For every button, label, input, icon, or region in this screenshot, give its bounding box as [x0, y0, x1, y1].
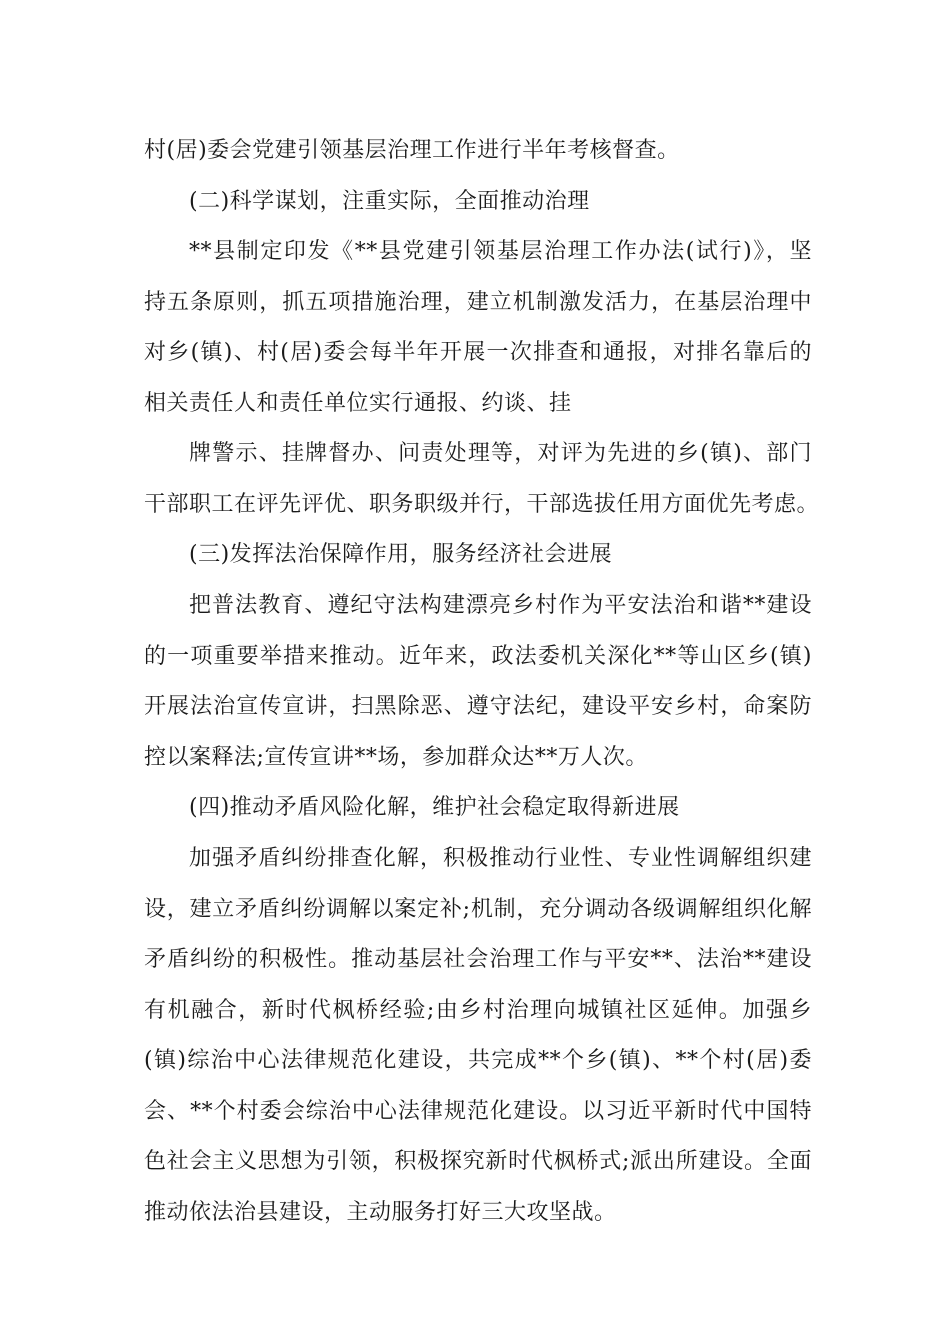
text-line: 有机融合，新时代枫桥经验;由乡村治理向城镇社区延伸。加强乡 — [144, 997, 812, 1023]
text-line: (镇)综治中心法律规范化建设，共完成**个乡(镇)、**个村(居)委 — [144, 1048, 812, 1073]
section-heading-2 — [144, 177, 812, 228]
text-line: 设，建立矛盾纠纷调解以案定补;机制，充分调动各级调解组织化解 — [144, 896, 812, 922]
text-line: 色社会主义思想为引领，积极探究新时代枫桥式;派出所建设。全面 — [144, 1149, 812, 1174]
text-line: 持五条原则，抓五项措施治理，建立机制激发活力，在基层治理中 — [144, 289, 812, 315]
section-heading-3 — [144, 530, 812, 581]
paragraph-legal-education — [144, 581, 812, 783]
text-line: 对乡(镇)、村(居)委会每半年开展一次排查和通报，对排名靠后的 — [144, 340, 812, 365]
text-line: 推动依法治县建设，主动服务打好三大攻坚战。 — [144, 1199, 617, 1225]
heading-text: (四)推动矛盾风险化解，维护社会稳定取得新进展 — [189, 795, 680, 820]
text-line: 开展法治宣传宣讲，扫黑除恶、遵守法纪，建设平安乡村，命案防 — [144, 694, 812, 719]
text-line: 干部职工在评先评优、职务职级并行，干部选拔任用方面优先考虑。 — [144, 491, 820, 517]
heading-text: (二)科学谋划，注重实际，全面推动治理 — [189, 189, 590, 214]
text-line: 相关责任人和责任单位实行通报、约谈、挂 — [144, 390, 572, 416]
text-line: **县制定印发《**县党建引领基层治理工作办法(试行)》，坚 — [189, 239, 812, 264]
text-line: 会、**个村委会综治中心法律规范化建设。以习近平新时代中国特 — [144, 1098, 812, 1124]
paragraph-continuation — [144, 126, 812, 177]
text-line: 控以案释法;宣传宣讲**场，参加群众达**万人次。 — [144, 744, 648, 770]
text-line: 加强矛盾纠纷排查化解，积极推动行业性、专业性调解组织建 — [189, 846, 812, 871]
text-line: 村(居)委会党建引领基层治理工作进行半年考核督查。 — [144, 138, 680, 163]
paragraph-conflict-resolution — [144, 834, 812, 1238]
text-line: 的一项重要举措来推动。近年来，政法委机关深化**等山区乡(镇) — [144, 643, 812, 669]
text-line: 牌警示、挂牌督办、问责处理等，对评为先进的乡(镇)、部门 — [189, 441, 812, 466]
paragraph-governance-measures — [144, 227, 812, 429]
section-heading-4 — [144, 783, 812, 834]
text-line: 把普法教育、遵纪守法构建漂亮乡村作为平安法治和谐**建设 — [189, 593, 812, 618]
paragraph-rewards-penalties — [144, 429, 820, 530]
text-line: 矛盾纠纷的积极性。推动基层社会治理工作与平安**、法治**建设 — [144, 947, 812, 972]
heading-text: (三)发挥法治保障作用，服务经济社会进展 — [189, 542, 613, 567]
